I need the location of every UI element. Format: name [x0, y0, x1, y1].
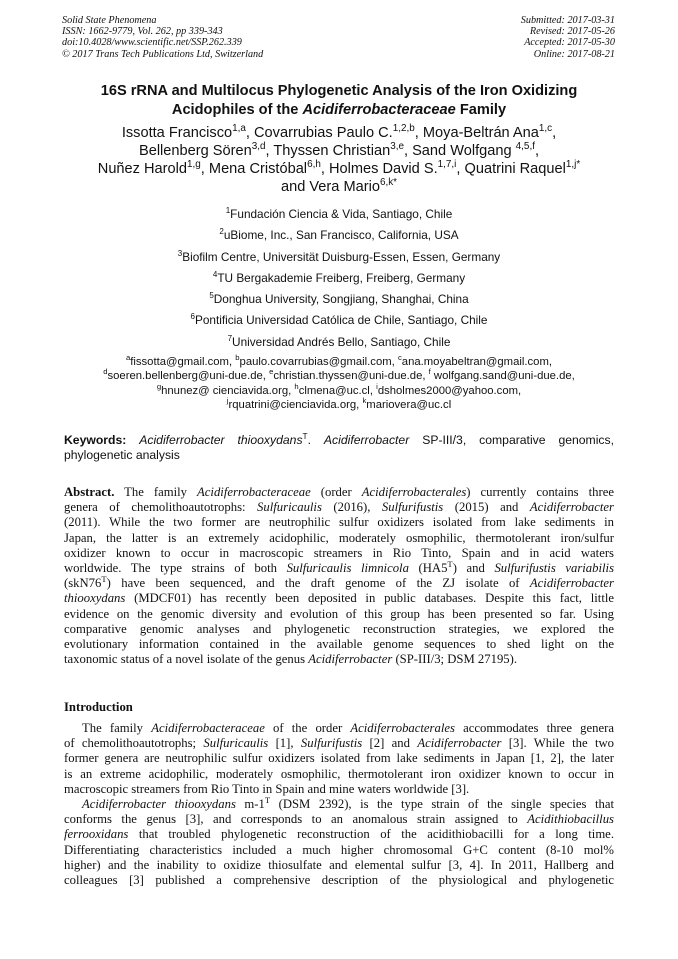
text-run: (2016), — [321, 500, 382, 515]
title-line-2 — [40, 101, 638, 120]
text-run: evidence on the genomic diversity and evolution of this group has been presented so far. Using — [64, 606, 614, 621]
text-run: Differentiating characteristics included a much higher chromosomal G+C content (8-10 mol% — [64, 842, 614, 857]
text-line — [64, 782, 614, 797]
text-run: evolutionary information contained in the available genome sequences to shed light on the — [64, 636, 614, 651]
affiliation — [40, 292, 638, 313]
affiliation-number: 5 — [209, 291, 214, 301]
affiliation-text: Pontificia Universidad Católica de Chile, Santiago, Chile — [195, 313, 488, 328]
text-run: (2011). While the two former are neutrophilic sulfur oxidizers isolated from lake sediments in — [64, 515, 614, 530]
author-affiliation-marker: 1,g — [187, 159, 201, 171]
superscript: T — [101, 573, 107, 584]
author-name: Issotta Francisco — [121, 125, 233, 141]
italic-term: Sulfuricaulis limnicola — [286, 560, 409, 575]
text-line — [64, 531, 614, 546]
text-run: [2] and — [362, 736, 418, 751]
keyword-genus: Acidiferrobacter — [323, 433, 410, 447]
text-run: accommodates three genera — [454, 721, 614, 735]
affiliation-number: 2 — [219, 227, 224, 237]
author-name: Covarrubias Paulo C. — [254, 125, 393, 141]
affiliation-text: Fundación Ciencia & Vida, Santiago, Chile — [230, 207, 453, 221]
author-line — [40, 178, 638, 196]
author-affiliation-marker: 6,h — [307, 159, 321, 171]
email-address[interactable]: dsholmes2000@yahoo.com, — [377, 384, 522, 397]
email-marker: b — [235, 353, 240, 363]
section-heading-introduction: Introduction — [64, 700, 133, 714]
text-run: ) and — [452, 560, 495, 575]
author-separator: , — [552, 125, 557, 141]
text-run: (skN76 — [64, 576, 102, 591]
text-line — [64, 721, 614, 736]
text-run: macroscopic streamers from Rio Tinto in Spain and mine waters worldwide [3]. — [64, 781, 470, 796]
text-line — [64, 858, 614, 873]
italic-term: Sulfuricaulis — [203, 736, 269, 751]
keyword-separator: . — [307, 433, 324, 447]
text-run: ) currently contains three — [466, 485, 614, 499]
email-marker: a — [125, 353, 131, 363]
email-address[interactable]: wolfgang.sand@uni-due.de, — [430, 370, 575, 383]
date-submitted: Submitted: 2017-03-31 — [520, 15, 615, 26]
text-run: m-1 — [235, 796, 265, 811]
author-affiliation-marker: 3,e — [390, 141, 404, 153]
text-line — [64, 812, 614, 827]
text-run: (MDCF01) has recently been deposited in public databases. Despite this fact, little — [125, 591, 614, 606]
affiliation — [40, 207, 638, 228]
text-run: higher) and the inability to oxidize thiosulfate and elemental sulfur [3, 4]. In 2011, Hallberg and — [64, 857, 614, 872]
text-run: taxonomic status of a novel isolate of the genus — [64, 652, 309, 667]
italic-term: Sulfurifustis — [381, 500, 444, 515]
affiliation-text: TU Bergakademie Freiberg, Freiberg, Germany — [217, 270, 466, 285]
italic-term: Sulfurifustis — [300, 736, 363, 751]
italic-term: thiooxydans — [64, 591, 126, 606]
affiliation-text: Universidad Andrés Bello, Santiago, Chile — [232, 334, 451, 349]
keywords-label: Keywords: — [64, 433, 127, 447]
author-affiliation-marker: 1,7,i — [437, 159, 457, 171]
text-line — [64, 500, 614, 515]
author-affiliation-marker: 1,2,b — [392, 123, 415, 135]
text-run: ) have been sequenced, and the draft genome of the ZJ isolate of — [106, 576, 530, 591]
italic-term: Acidiferrobacterales — [350, 721, 455, 735]
title-text: Acidophiles of the — [171, 102, 303, 118]
journal-issn: ISSN: 1662-9779, Vol. 262, pp 339-343 — [62, 26, 223, 38]
email-address[interactable]: christian.thyssen@uni-due.de, — [273, 370, 429, 383]
affiliation-text: uBiome, Inc., San Francisco, California, USA — [223, 228, 459, 243]
italic-term: Acidiferrobacter — [529, 576, 614, 591]
paper-title — [40, 82, 638, 120]
journal-info — [62, 15, 263, 60]
author-affiliation-marker: 4,5,f — [515, 141, 535, 153]
text-run: is an extreme acidophilic, moderately osmophilic, thermotolerant iron oxidizer known to occur in — [64, 766, 614, 781]
author-name: Quatrini Raquel — [464, 161, 566, 177]
text-line — [64, 515, 614, 530]
text-run: colleagues [3] published a comprehensive description of the physiological and phylogenetic — [64, 872, 614, 887]
text-run: conforms the genus [3], and corresponds to an anomalous strain assigned to — [64, 812, 528, 827]
text-run: (HA5 — [408, 560, 448, 575]
affiliation-number: 3 — [177, 248, 183, 258]
text-run: (SP-III/3; DSM 27195). — [392, 652, 518, 667]
italic-term: Acidiferrobacterales — [361, 485, 467, 499]
text-run: former genera are neutrophilic sulfur oxidizers isolated from lake sediments in Japan [1, 2], the later — [64, 751, 614, 766]
type-strain-marker: T — [302, 430, 308, 441]
author-name: Moya-Beltrán Ana — [422, 125, 539, 141]
email-marker: j — [226, 396, 229, 406]
text-run: comparative genomic analyses and phylogenetic reconstruction strategies, we explored the — [64, 621, 614, 636]
text-run: oxidizer known to occur in macroscopic streamers in Rio Tinto, Spain and in acid waters — [64, 545, 614, 560]
text-line — [64, 573, 614, 591]
email-marker: k — [362, 396, 367, 406]
italic-term: Acidiferrobacter thiooxydans — [82, 796, 236, 811]
author-line — [40, 160, 638, 178]
author-affiliation-marker: 1,j* — [565, 159, 581, 171]
email-address[interactable]: ana.moyabeltran@gmail.com, — [401, 356, 553, 368]
author-separator: , — [320, 161, 329, 177]
author-separator: , — [403, 143, 413, 159]
author-separator: , — [200, 161, 209, 177]
journal-copyright: © 2017 Trans Tech Publications Ltd, Switzerland — [62, 48, 264, 60]
text-line — [64, 767, 614, 782]
email-line — [40, 355, 638, 369]
text-run: (order — [310, 485, 362, 499]
email-address[interactable]: soeren.bellenberg@uni-due.de, — [107, 370, 270, 383]
text-run: of chemolithoautotrophs; — [64, 736, 204, 751]
author-separator: , — [245, 125, 255, 141]
introduction-body — [64, 721, 614, 888]
text-run: [3]. While the two — [501, 736, 614, 751]
italic-term: ferrooxidans — [64, 827, 129, 842]
italic-term: Sulfurifustis variabilis — [494, 560, 615, 575]
text-line — [64, 607, 614, 622]
text-run: (2015) and — [443, 500, 530, 515]
email-address[interactable]: paulo.covarrubias@gmail.com, — [239, 356, 398, 368]
text-run: (DSM 2392), is the type strain of the single species that — [270, 796, 615, 811]
email-line — [40, 398, 638, 412]
text-line — [64, 843, 614, 858]
text-line — [64, 751, 614, 766]
email-marker: d — [103, 367, 108, 377]
title-line-1: 16S rRNA and Multilocus Phylogenetic Analysis of the Iron Oxidizing — [100, 83, 578, 99]
affiliation-number: 6 — [190, 312, 195, 322]
email-marker: c — [397, 353, 402, 363]
email-list — [40, 355, 638, 412]
author-affiliation-marker: 6,k* — [379, 177, 398, 189]
italic-term: Acidiferrobacteraceae — [197, 485, 311, 499]
title-family-name: Acidiferrobacteraceae — [302, 102, 456, 118]
text-line — [64, 736, 614, 751]
italic-term: Acidiferrobacter — [308, 652, 393, 667]
text-line — [64, 546, 614, 561]
date-revised: Revised: 2017-05-26 — [529, 26, 615, 38]
author-separator: , — [456, 161, 465, 177]
affiliation-number: 7 — [227, 333, 233, 343]
email-line — [40, 381, 638, 398]
author-name: Mena Cristóbal — [208, 161, 308, 177]
journal-doi[interactable]: doi:10.4028/www.scientific.net/SSP.262.339 — [62, 37, 242, 49]
email-marker: i — [376, 381, 378, 391]
author-name: Thyssen Christian — [273, 143, 391, 159]
text-line — [64, 485, 614, 500]
author-name: Holmes David S. — [328, 161, 438, 177]
text-line — [64, 873, 614, 888]
email-marker: e — [269, 367, 274, 377]
journal-name: Solid State Phenomena — [62, 15, 157, 26]
date-online: Online: 2017-08-21 — [533, 48, 615, 60]
italic-term: Sulfuricaulis — [257, 500, 322, 515]
italic-term: Acidiferrobacter — [529, 500, 614, 515]
superscript: T — [447, 558, 453, 569]
superscript: T — [264, 794, 271, 805]
text-line — [64, 652, 614, 667]
email-marker: g — [156, 381, 162, 391]
affiliation-text: Donghua University, Songjiang, Shanghai, China — [213, 292, 469, 307]
text-run: [1], — [268, 736, 301, 751]
text-line — [64, 591, 614, 606]
affiliation-number: 4 — [212, 269, 218, 279]
affiliation-text: Biofilm Centre, Universität Duisburg-Essen, Essen, Germany — [182, 249, 501, 264]
author-name: Nuñez Harold — [97, 161, 188, 177]
italic-term: Acidiferrobacter — [417, 736, 502, 751]
text-line — [64, 637, 614, 652]
affiliation — [40, 228, 638, 249]
author-name: Sand Wolfgang — [412, 143, 516, 159]
affiliation — [40, 250, 638, 271]
publication-dates — [521, 15, 615, 60]
author-name: Bellenberg Sören — [138, 143, 252, 159]
title-text: Family — [455, 102, 507, 118]
email-line — [40, 369, 638, 383]
email-address[interactable]: fissotta@gmail.com, — [130, 356, 236, 368]
author-separator: , — [534, 143, 540, 159]
email-marker: h — [294, 381, 299, 391]
abstract-paragraph — [64, 485, 614, 667]
email-marker: f — [428, 367, 431, 377]
author-list — [40, 124, 638, 196]
text-line — [64, 794, 615, 812]
keyword-species: Acidiferrobacter thiooxydans — [139, 433, 303, 447]
italic-term: Acidithiobacillus — [527, 812, 614, 827]
affiliation-number: 1 — [225, 206, 231, 216]
text-line — [64, 827, 614, 842]
text-run: that troubled phylogenetic reconstruction of the acidithiobacilli for a long time. — [128, 827, 614, 842]
date-accepted: Accepted: 2017-05-30 — [524, 37, 615, 49]
author-affiliation-marker: 3,d — [251, 141, 266, 153]
author-line — [40, 142, 638, 160]
author-name: and Vera Mario — [280, 179, 380, 195]
text-run: worldwide. The type strains of both — [64, 560, 287, 575]
email-address[interactable]: mariovera@uc.cl — [366, 398, 452, 411]
text-line — [64, 622, 614, 637]
italic-term: Acidiferrobacteraceae — [151, 721, 265, 735]
text-line — [64, 558, 615, 576]
author-affiliation-marker: 1,c — [538, 123, 553, 135]
keywords-paragraph — [64, 430, 614, 463]
author-separator: , — [414, 125, 423, 141]
author-affiliation-marker: 1,a — [232, 123, 246, 135]
email-address[interactable]: hnunez@ cienciavida.org, — [161, 384, 295, 397]
email-address[interactable]: rquatrini@cienciavida.org, — [228, 398, 363, 411]
affiliation — [40, 271, 638, 292]
affiliation — [40, 313, 638, 334]
text-run: of the order — [264, 721, 351, 735]
author-line — [40, 124, 638, 142]
text-run: Japan, the latter is an extremely acidophilic, moderately osmophilic, thermotolerant iron/sulfur — [64, 530, 614, 545]
text-run: The family — [82, 721, 152, 735]
keyword-rest: SP-III/3, comparative genomics, phylogenetic analysis — [64, 433, 614, 462]
abstract-label: Abstract. — [64, 485, 115, 499]
text-run: The family — [114, 485, 198, 499]
text-run: genera of chemolithoautotrophs: — [64, 500, 258, 515]
author-separator: , — [265, 143, 274, 159]
email-address[interactable]: clmena@uc.cl, — [298, 384, 377, 397]
affiliation-list — [40, 207, 638, 356]
